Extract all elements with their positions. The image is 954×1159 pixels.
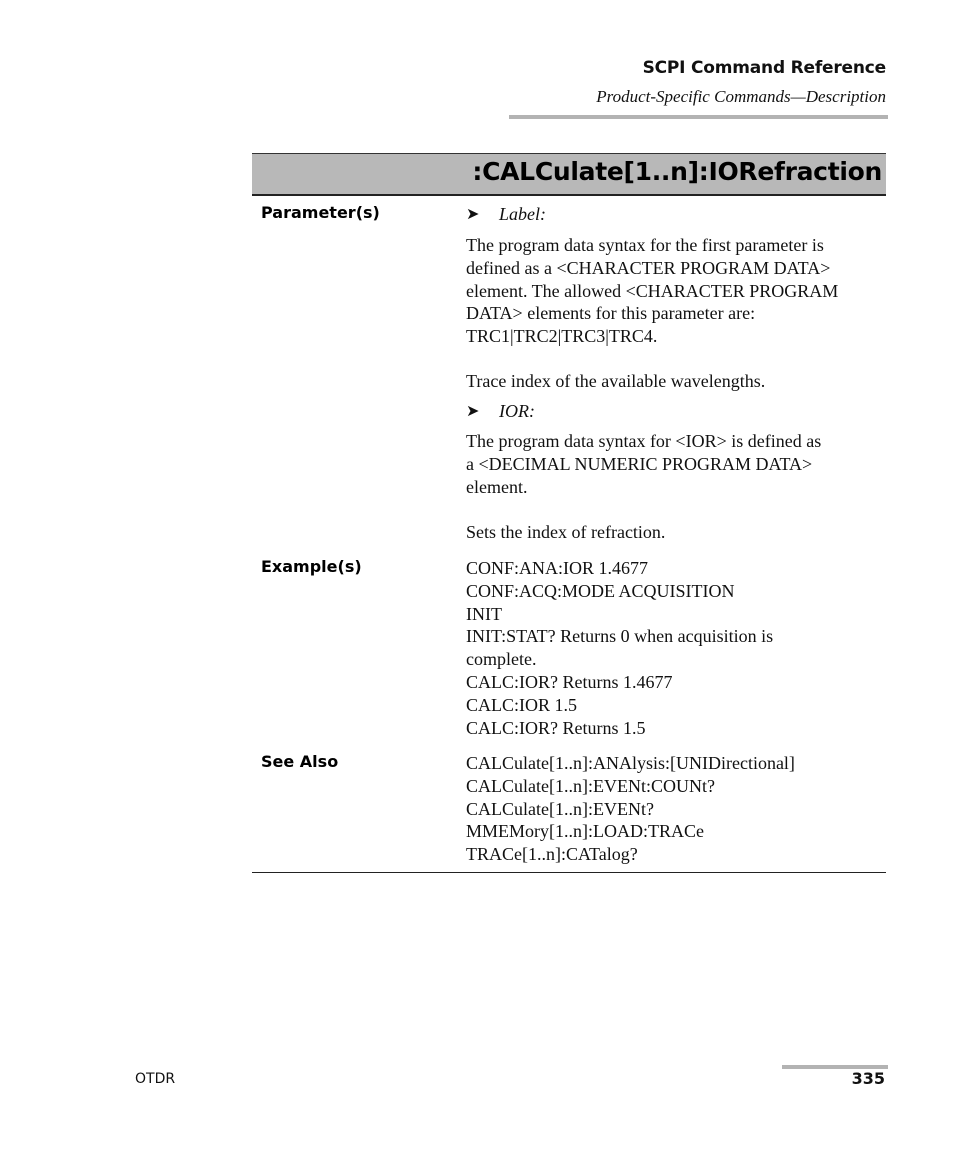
parameter-label-note: Trace index of the available wavelengths. xyxy=(466,371,766,391)
command-title: :CALCulate[1..n]:IORefraction xyxy=(472,157,882,186)
header-rule xyxy=(509,115,888,119)
description-line: The program data syntax for <IOR> is defined as xyxy=(466,431,822,451)
arrow-bullet-icon: ➤ xyxy=(466,204,480,223)
see-also-link[interactable]: TRACe[1..n]:CATalog? xyxy=(466,844,638,865)
example-line: CALC:IOR? Returns 1.5 xyxy=(466,717,646,738)
command-title-band xyxy=(252,153,886,196)
description-line: a <DECIMAL NUMERIC PROGRAM DATA> xyxy=(466,453,813,474)
see-also-link[interactable]: MMEMory[1..n]:LOAD:TRACe xyxy=(466,821,704,842)
example-line: CALC:IOR? Returns 1.4677 xyxy=(466,671,673,692)
parameters-label: Parameter(s) xyxy=(261,203,380,222)
example-line: complete. xyxy=(466,649,537,670)
parameter-name: IOR: xyxy=(499,401,535,421)
footer-product: OTDR xyxy=(135,1071,176,1087)
see-also-link[interactable]: CALCulate[1..n]:EVENt? xyxy=(466,798,654,819)
description-line: DATA> elements for this parameter are: xyxy=(466,303,756,324)
running-header-subtitle: Product-Specific Commands—Description xyxy=(596,87,886,106)
running-header-title: SCPI Command Reference xyxy=(642,58,886,78)
description-line: element. The allowed <CHARACTER PROGRAM xyxy=(466,280,839,301)
example-line: CONF:ACQ:MODE ACQUISITION xyxy=(466,580,735,601)
page-number: 335 xyxy=(851,1069,885,1088)
parameter-item-ior xyxy=(466,400,886,423)
example-line: INIT:STAT? Returns 0 when acquisition is xyxy=(466,626,774,647)
parameter-item-label xyxy=(466,203,886,226)
description-line: element. xyxy=(466,476,528,497)
table-bottom-rule xyxy=(252,872,886,873)
see-also-link[interactable]: CALCulate[1..n]:EVENt:COUNt? xyxy=(466,775,715,796)
parameter-label-block xyxy=(466,203,886,226)
example-line: INIT xyxy=(466,603,502,624)
examples-label: Example(s) xyxy=(261,557,362,576)
see-also-block xyxy=(466,752,886,866)
description-line: TRC1|TRC2|TRC3|TRC4. xyxy=(466,326,658,347)
description-line: The program data syntax for the first parameter is xyxy=(466,235,824,255)
arrow-bullet-icon: ➤ xyxy=(466,401,480,420)
parameter-ior-note: Sets the index of refraction. xyxy=(466,522,666,542)
parameter-label-description xyxy=(466,234,886,348)
example-line: CALC:IOR 1.5 xyxy=(466,694,578,715)
see-also-link[interactable]: CALCulate[1..n]:ANAlysis:[UNIDirectional] xyxy=(466,753,795,773)
example-line: CONF:ANA:IOR 1.4677 xyxy=(466,558,649,578)
description-line: defined as a <CHARACTER PROGRAM DATA> xyxy=(466,257,831,278)
see-also-label: See Also xyxy=(261,752,339,771)
examples-block xyxy=(466,557,886,739)
parameter-ior-block xyxy=(466,400,886,423)
parameter-name: Label: xyxy=(499,204,546,224)
parameter-ior-description xyxy=(466,430,886,498)
